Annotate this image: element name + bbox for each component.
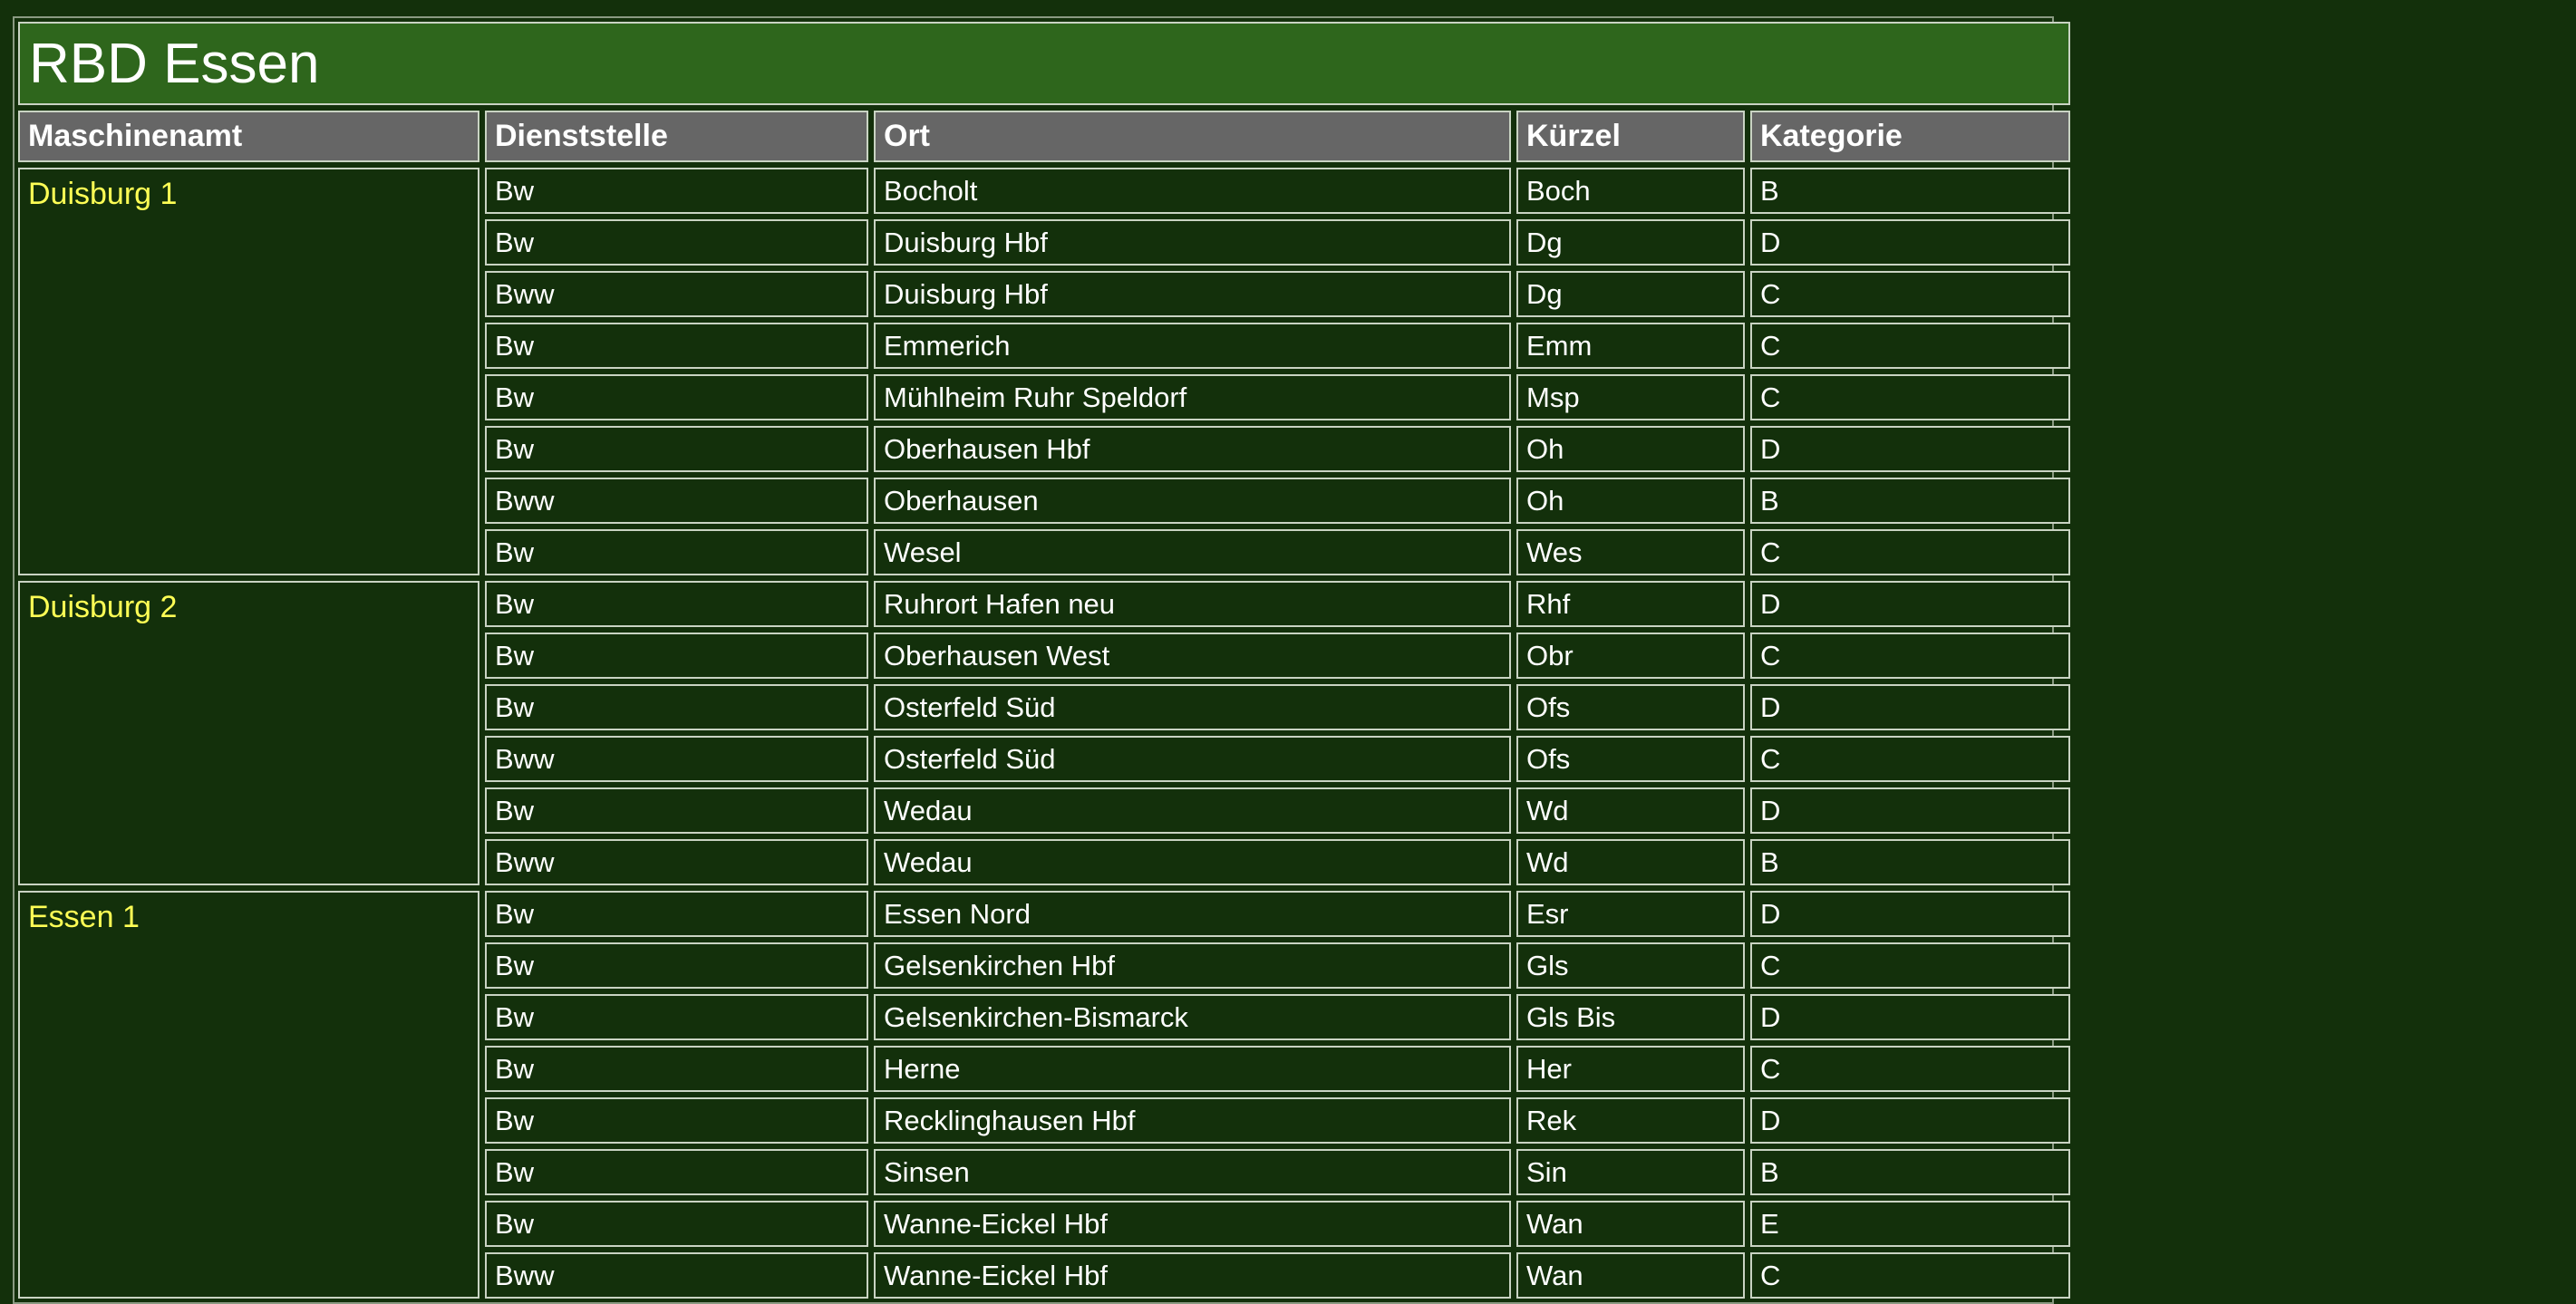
kuerzel-cell: Dg bbox=[1516, 219, 1745, 266]
dienststelle-cell: Bww bbox=[485, 478, 868, 524]
dienststelle-cell: Bww bbox=[485, 839, 868, 885]
rbd-table-frame bbox=[13, 16, 2054, 1304]
dienststelle-cell: Bw bbox=[485, 891, 868, 937]
kuerzel-cell: Gls bbox=[1516, 942, 1745, 989]
dienststelle-cell: Bw bbox=[485, 684, 868, 730]
kategorie-cell: D bbox=[1750, 787, 2070, 834]
kategorie-cell: D bbox=[1750, 219, 2070, 266]
ort-cell: Recklinghausen Hbf bbox=[874, 1097, 1511, 1144]
dienststelle-cell: Bw bbox=[485, 374, 868, 420]
ort-cell: Osterfeld Süd bbox=[874, 736, 1511, 782]
ort-cell: Wesel bbox=[874, 529, 1511, 575]
ort-cell: Wedau bbox=[874, 839, 1511, 885]
kategorie-cell: C bbox=[1750, 323, 2070, 369]
header-row bbox=[18, 111, 2070, 162]
kategorie-cell: E bbox=[1750, 1201, 2070, 1247]
kuerzel-cell: Msp bbox=[1516, 374, 1745, 420]
kuerzel-cell: Ofs bbox=[1516, 684, 1745, 730]
dienststelle-cell: Bw bbox=[485, 426, 868, 472]
kuerzel-cell: Wan bbox=[1516, 1201, 1745, 1247]
ort-cell: Wedau bbox=[874, 787, 1511, 834]
kategorie-cell: D bbox=[1750, 684, 2070, 730]
dienststelle-cell: Bww bbox=[485, 271, 868, 317]
kuerzel-cell: Sin bbox=[1516, 1149, 1745, 1195]
kuerzel-cell: Oh bbox=[1516, 478, 1745, 524]
dienststelle-cell: Bw bbox=[485, 633, 868, 679]
maschinenamt-group-cell: Essen 1 bbox=[18, 891, 479, 1299]
ort-cell: Gelsenkirchen-Bismarck bbox=[874, 994, 1511, 1040]
kuerzel-cell: Wes bbox=[1516, 529, 1745, 575]
dienststelle-cell: Bw bbox=[485, 168, 868, 214]
ort-cell: Herne bbox=[874, 1046, 1511, 1092]
title-row bbox=[18, 22, 2070, 105]
dienststelle-cell: Bw bbox=[485, 1149, 868, 1195]
kategorie-cell: C bbox=[1750, 1252, 2070, 1299]
ort-cell: Wanne-Eickel Hbf bbox=[874, 1252, 1511, 1299]
page-title: RBD Essen bbox=[18, 22, 2070, 105]
ort-cell: Emmerich bbox=[874, 323, 1511, 369]
kuerzel-cell: Esr bbox=[1516, 891, 1745, 937]
kategorie-cell: C bbox=[1750, 1046, 2070, 1092]
column-header-kuerzel: Kürzel bbox=[1516, 111, 1745, 162]
ort-cell: Duisburg Hbf bbox=[874, 271, 1511, 317]
ort-cell: Gelsenkirchen Hbf bbox=[874, 942, 1511, 989]
kategorie-cell: B bbox=[1750, 168, 2070, 214]
kategorie-cell: D bbox=[1750, 426, 2070, 472]
kategorie-cell: C bbox=[1750, 942, 2070, 989]
ort-cell: Sinsen bbox=[874, 1149, 1511, 1195]
kuerzel-cell: Wd bbox=[1516, 839, 1745, 885]
kategorie-cell: B bbox=[1750, 839, 2070, 885]
dienststelle-cell: Bw bbox=[485, 529, 868, 575]
kuerzel-cell: Dg bbox=[1516, 271, 1745, 317]
dienststelle-cell: Bw bbox=[485, 942, 868, 989]
kuerzel-cell: Wd bbox=[1516, 787, 1745, 834]
kategorie-cell: C bbox=[1750, 736, 2070, 782]
table-row bbox=[18, 891, 2070, 937]
kategorie-cell: C bbox=[1750, 633, 2070, 679]
column-header-ort: Ort bbox=[874, 111, 1511, 162]
column-header-maschinenamt: Maschinenamt bbox=[18, 111, 479, 162]
ort-cell: Osterfeld Süd bbox=[874, 684, 1511, 730]
dienststelle-cell: Bw bbox=[485, 1201, 868, 1247]
dienststelle-cell: Bw bbox=[485, 787, 868, 834]
kuerzel-cell: Boch bbox=[1516, 168, 1745, 214]
dienststelle-cell: Bw bbox=[485, 581, 868, 627]
kategorie-cell: C bbox=[1750, 271, 2070, 317]
kategorie-cell: B bbox=[1750, 478, 2070, 524]
rbd-table bbox=[13, 16, 2076, 1304]
kategorie-cell: C bbox=[1750, 374, 2070, 420]
kuerzel-cell: Rek bbox=[1516, 1097, 1745, 1144]
ort-cell: Ruhrort Hafen neu bbox=[874, 581, 1511, 627]
dienststelle-cell: Bw bbox=[485, 1046, 868, 1092]
kuerzel-cell: Wan bbox=[1516, 1252, 1745, 1299]
kategorie-cell: D bbox=[1750, 581, 2070, 627]
dienststelle-cell: Bw bbox=[485, 323, 868, 369]
kategorie-cell: D bbox=[1750, 891, 2070, 937]
maschinenamt-group-cell: Duisburg 2 bbox=[18, 581, 479, 885]
ort-cell: Oberhausen Hbf bbox=[874, 426, 1511, 472]
kuerzel-cell: Oh bbox=[1516, 426, 1745, 472]
kuerzel-cell: Rhf bbox=[1516, 581, 1745, 627]
dienststelle-cell: Bww bbox=[485, 1252, 868, 1299]
table-row bbox=[18, 168, 2070, 214]
dienststelle-cell: Bw bbox=[485, 994, 868, 1040]
dienststelle-cell: Bw bbox=[485, 1097, 868, 1144]
ort-cell: Oberhausen bbox=[874, 478, 1511, 524]
ort-cell: Essen Nord bbox=[874, 891, 1511, 937]
ort-cell: Bocholt bbox=[874, 168, 1511, 214]
kuerzel-cell: Emm bbox=[1516, 323, 1745, 369]
dienststelle-cell: Bw bbox=[485, 219, 868, 266]
kategorie-cell: D bbox=[1750, 994, 2070, 1040]
kategorie-cell: C bbox=[1750, 529, 2070, 575]
ort-cell: Wanne-Eickel Hbf bbox=[874, 1201, 1511, 1247]
column-header-dienststelle: Dienststelle bbox=[485, 111, 868, 162]
ort-cell: Duisburg Hbf bbox=[874, 219, 1511, 266]
dienststelle-cell: Bww bbox=[485, 736, 868, 782]
ort-cell: Oberhausen West bbox=[874, 633, 1511, 679]
kategorie-cell: D bbox=[1750, 1097, 2070, 1144]
kategorie-cell: B bbox=[1750, 1149, 2070, 1195]
column-header-kategorie: Kategorie bbox=[1750, 111, 2070, 162]
table-row bbox=[18, 581, 2070, 627]
kuerzel-cell: Her bbox=[1516, 1046, 1745, 1092]
ort-cell: Mühlheim Ruhr Speldorf bbox=[874, 374, 1511, 420]
kuerzel-cell: Gls Bis bbox=[1516, 994, 1745, 1040]
maschinenamt-group-cell: Duisburg 1 bbox=[18, 168, 479, 575]
table-body bbox=[18, 168, 2070, 1299]
kuerzel-cell: Obr bbox=[1516, 633, 1745, 679]
kuerzel-cell: Ofs bbox=[1516, 736, 1745, 782]
